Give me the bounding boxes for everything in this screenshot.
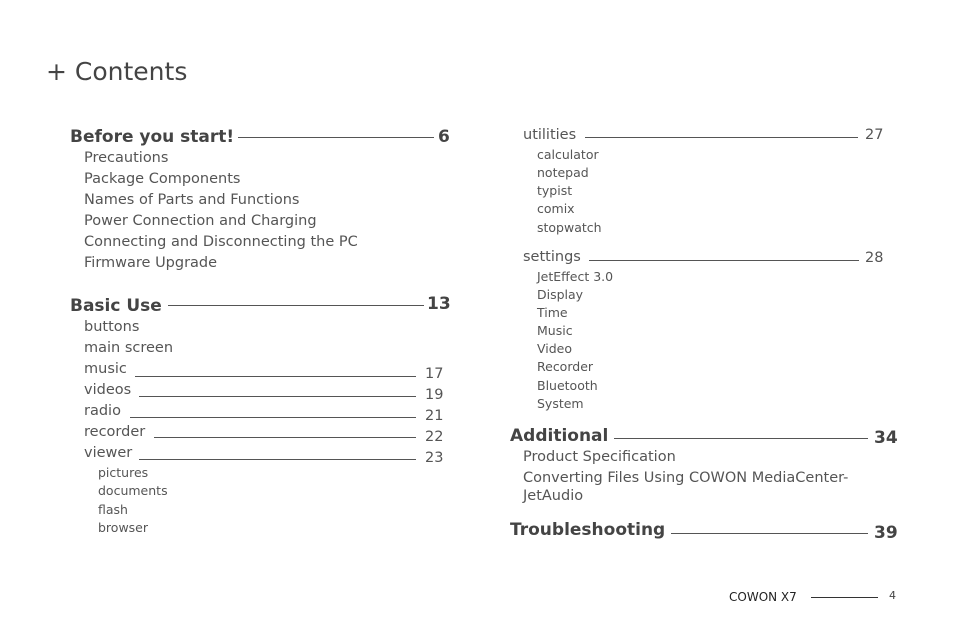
leader-line [671,533,868,534]
toc-subitem-pictures[interactable]: pictures [98,465,149,480]
toc-item-connecting-pc[interactable]: Connecting and Disconnecting the PC [84,234,358,250]
toc-page-utilities[interactable]: 27 [865,127,884,143]
toc-item-music[interactable]: music [84,361,127,377]
toc-item-radio[interactable]: radio [84,403,121,419]
section-before-page[interactable]: 6 [438,127,450,147]
toc-subitem-jeteffect[interactable]: JetEffect 3.0 [537,269,614,284]
toc-subitem-flash[interactable]: flash [98,502,128,517]
toc-subitem-system[interactable]: System [537,396,584,411]
toc-item-buttons[interactable]: buttons [84,319,140,335]
section-additional-title[interactable]: Additional [510,426,609,446]
toc-item-main-screen[interactable]: main screen [84,340,174,356]
toc-page-videos[interactable]: 19 [425,387,444,403]
toc-subitem-browser[interactable]: browser [98,520,149,535]
leader-line [238,137,434,138]
toc-item-package-components[interactable]: Package Components [84,171,241,187]
toc-subitem-documents[interactable]: documents [98,483,168,498]
leader-line [135,376,416,377]
toc-page-settings[interactable]: 28 [865,250,884,266]
leader-line [168,305,424,306]
section-troubleshooting-page[interactable]: 39 [874,523,898,543]
section-before-title[interactable]: Before you start! [70,127,235,147]
toc-subitem-display[interactable]: Display [537,287,584,302]
footer-product: COWON X7 [729,590,797,604]
footer-rule [811,597,878,598]
toc-page-music[interactable]: 17 [425,366,444,382]
toc-page-recorder[interactable]: 22 [425,429,444,445]
toc-item-converting-files-line2[interactable]: JetAudio [523,488,584,504]
toc-page-radio[interactable]: 21 [425,408,444,424]
toc-subitem-bluetooth[interactable]: Bluetooth [537,378,598,393]
toc-subitem-stopwatch[interactable]: stopwatch [537,220,602,235]
section-basic-page[interactable]: 13 [427,294,451,314]
leader-line [130,417,416,418]
toc-item-recorder[interactable]: recorder [84,424,146,440]
toc-subitem-comix[interactable]: comix [537,201,575,216]
leader-line [139,459,416,460]
section-basic-title[interactable]: Basic Use [70,296,162,316]
toc-item-product-specification[interactable]: Product Specification [523,449,676,465]
toc-subitem-calculator[interactable]: calculator [537,147,599,162]
leader-line [154,437,416,438]
toc-item-converting-files-line1[interactable]: Converting Files Using COWON MediaCenter- [523,470,849,486]
toc-subitem-typist[interactable]: typist [537,183,573,198]
section-additional-page[interactable]: 34 [874,428,898,448]
toc-subitem-video[interactable]: Video [537,341,573,356]
section-troubleshooting-title[interactable]: Troubleshooting [510,520,666,540]
leader-line [139,396,416,397]
toc-item-settings[interactable]: settings [523,249,581,265]
page-title: + Contents [46,57,188,86]
toc-item-viewer[interactable]: viewer [84,445,133,461]
toc-item-power-connection[interactable]: Power Connection and Charging [84,213,317,229]
toc-item-firmware-upgrade[interactable]: Firmware Upgrade [84,255,218,271]
toc-item-utilities[interactable]: utilities [523,127,577,143]
toc-item-names-of-parts[interactable]: Names of Parts and Functions [84,192,300,208]
toc-subitem-recorder[interactable]: Recorder [537,359,594,374]
leader-line [589,260,859,261]
toc-subitem-notepad[interactable]: notepad [537,165,589,180]
toc-subitem-time[interactable]: Time [537,305,568,320]
leader-line [585,137,858,138]
toc-subitem-music[interactable]: Music [537,323,573,338]
footer-page-number: 4 [889,589,896,602]
leader-line [614,438,868,439]
toc-page-viewer[interactable]: 23 [425,450,444,466]
toc-item-precautions[interactable]: Precautions [84,150,169,166]
toc-item-videos[interactable]: videos [84,382,132,398]
